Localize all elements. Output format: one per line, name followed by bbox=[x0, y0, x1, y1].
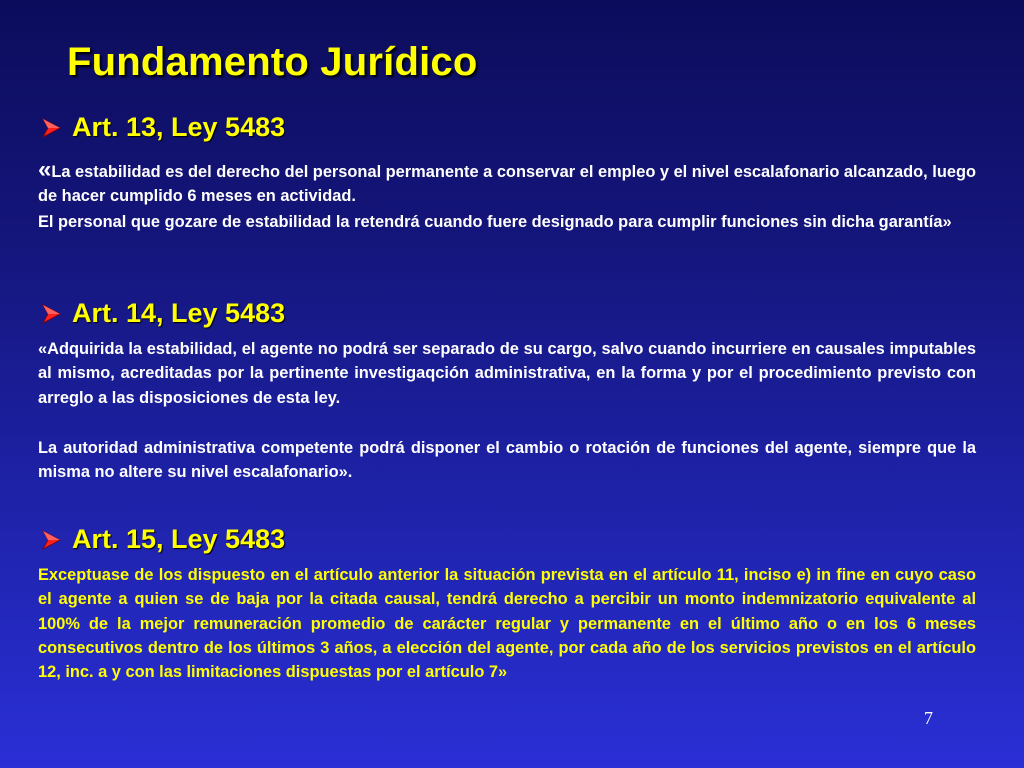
article-13-paragraph-2: El personal que gozare de estabilidad la retendrá cuando fuere designado para cumplir funciones sin dicha garantía» bbox=[38, 213, 952, 231]
article-heading-14 bbox=[40, 298, 285, 329]
article-heading-15 bbox=[40, 524, 285, 555]
open-quote: « bbox=[38, 156, 52, 183]
article-13-paragraph-1 bbox=[38, 158, 976, 209]
article-heading-label: Art. 15, Ley 5483 bbox=[72, 524, 286, 554]
slide-title: Fundamento Jurídico bbox=[67, 40, 478, 84]
slide-number: 7 bbox=[924, 708, 933, 728]
article-14-paragraph-1: «Adquirida la estabilidad, el agente no podrá ser separado de su cargo, salvo cuando incurriere en causales imputables al mismo, acreditadas por la pertinente investigaqción administrativa, en la forma y por el procedimiento previsto con arreglo a las disposiciones de esta ley. bbox=[38, 340, 976, 407]
arrow-bullet-icon bbox=[40, 117, 62, 139]
article-15-paragraph-1: Exceptuase de los dispuesto en el artículo anterior la situación prevista en el artículo 11, inciso e) in fine en cuyo caso el agente a quien se de baja por la citada causal, tendrá derecho a percibir un monto indemnizatorio equivalente al 100% de la mejor remuneración promedio de carácter regular y permanente en el último año o en los 6 meses consecutivos dentro de los últimos 3 años, a elección del agente, por cada año de los servicios previstos en el artículo 12, inc. a y con las limitaciones dispuestas por el artículo 7» bbox=[38, 566, 976, 682]
article-heading-label: Art. 13, Ley 5483 bbox=[72, 112, 286, 142]
paragraph-text: La estabilidad es del derecho del personal permanente a conservar el empleo y el nivel escalafonario alcanzado, luego de hacer cumplido 6 meses en actividad. bbox=[38, 163, 976, 206]
arrow-bullet-icon bbox=[40, 303, 62, 325]
article-14-paragraph-2: La autoridad administrativa competente podrá disponer el cambio o rotación de funciones del agente, siempre que la misma no altere su nivel escalafonario». bbox=[38, 439, 976, 482]
article-heading-13 bbox=[40, 112, 285, 143]
arrow-bullet-icon bbox=[40, 529, 62, 551]
article-heading-label: Art. 14, Ley 5483 bbox=[72, 298, 286, 328]
